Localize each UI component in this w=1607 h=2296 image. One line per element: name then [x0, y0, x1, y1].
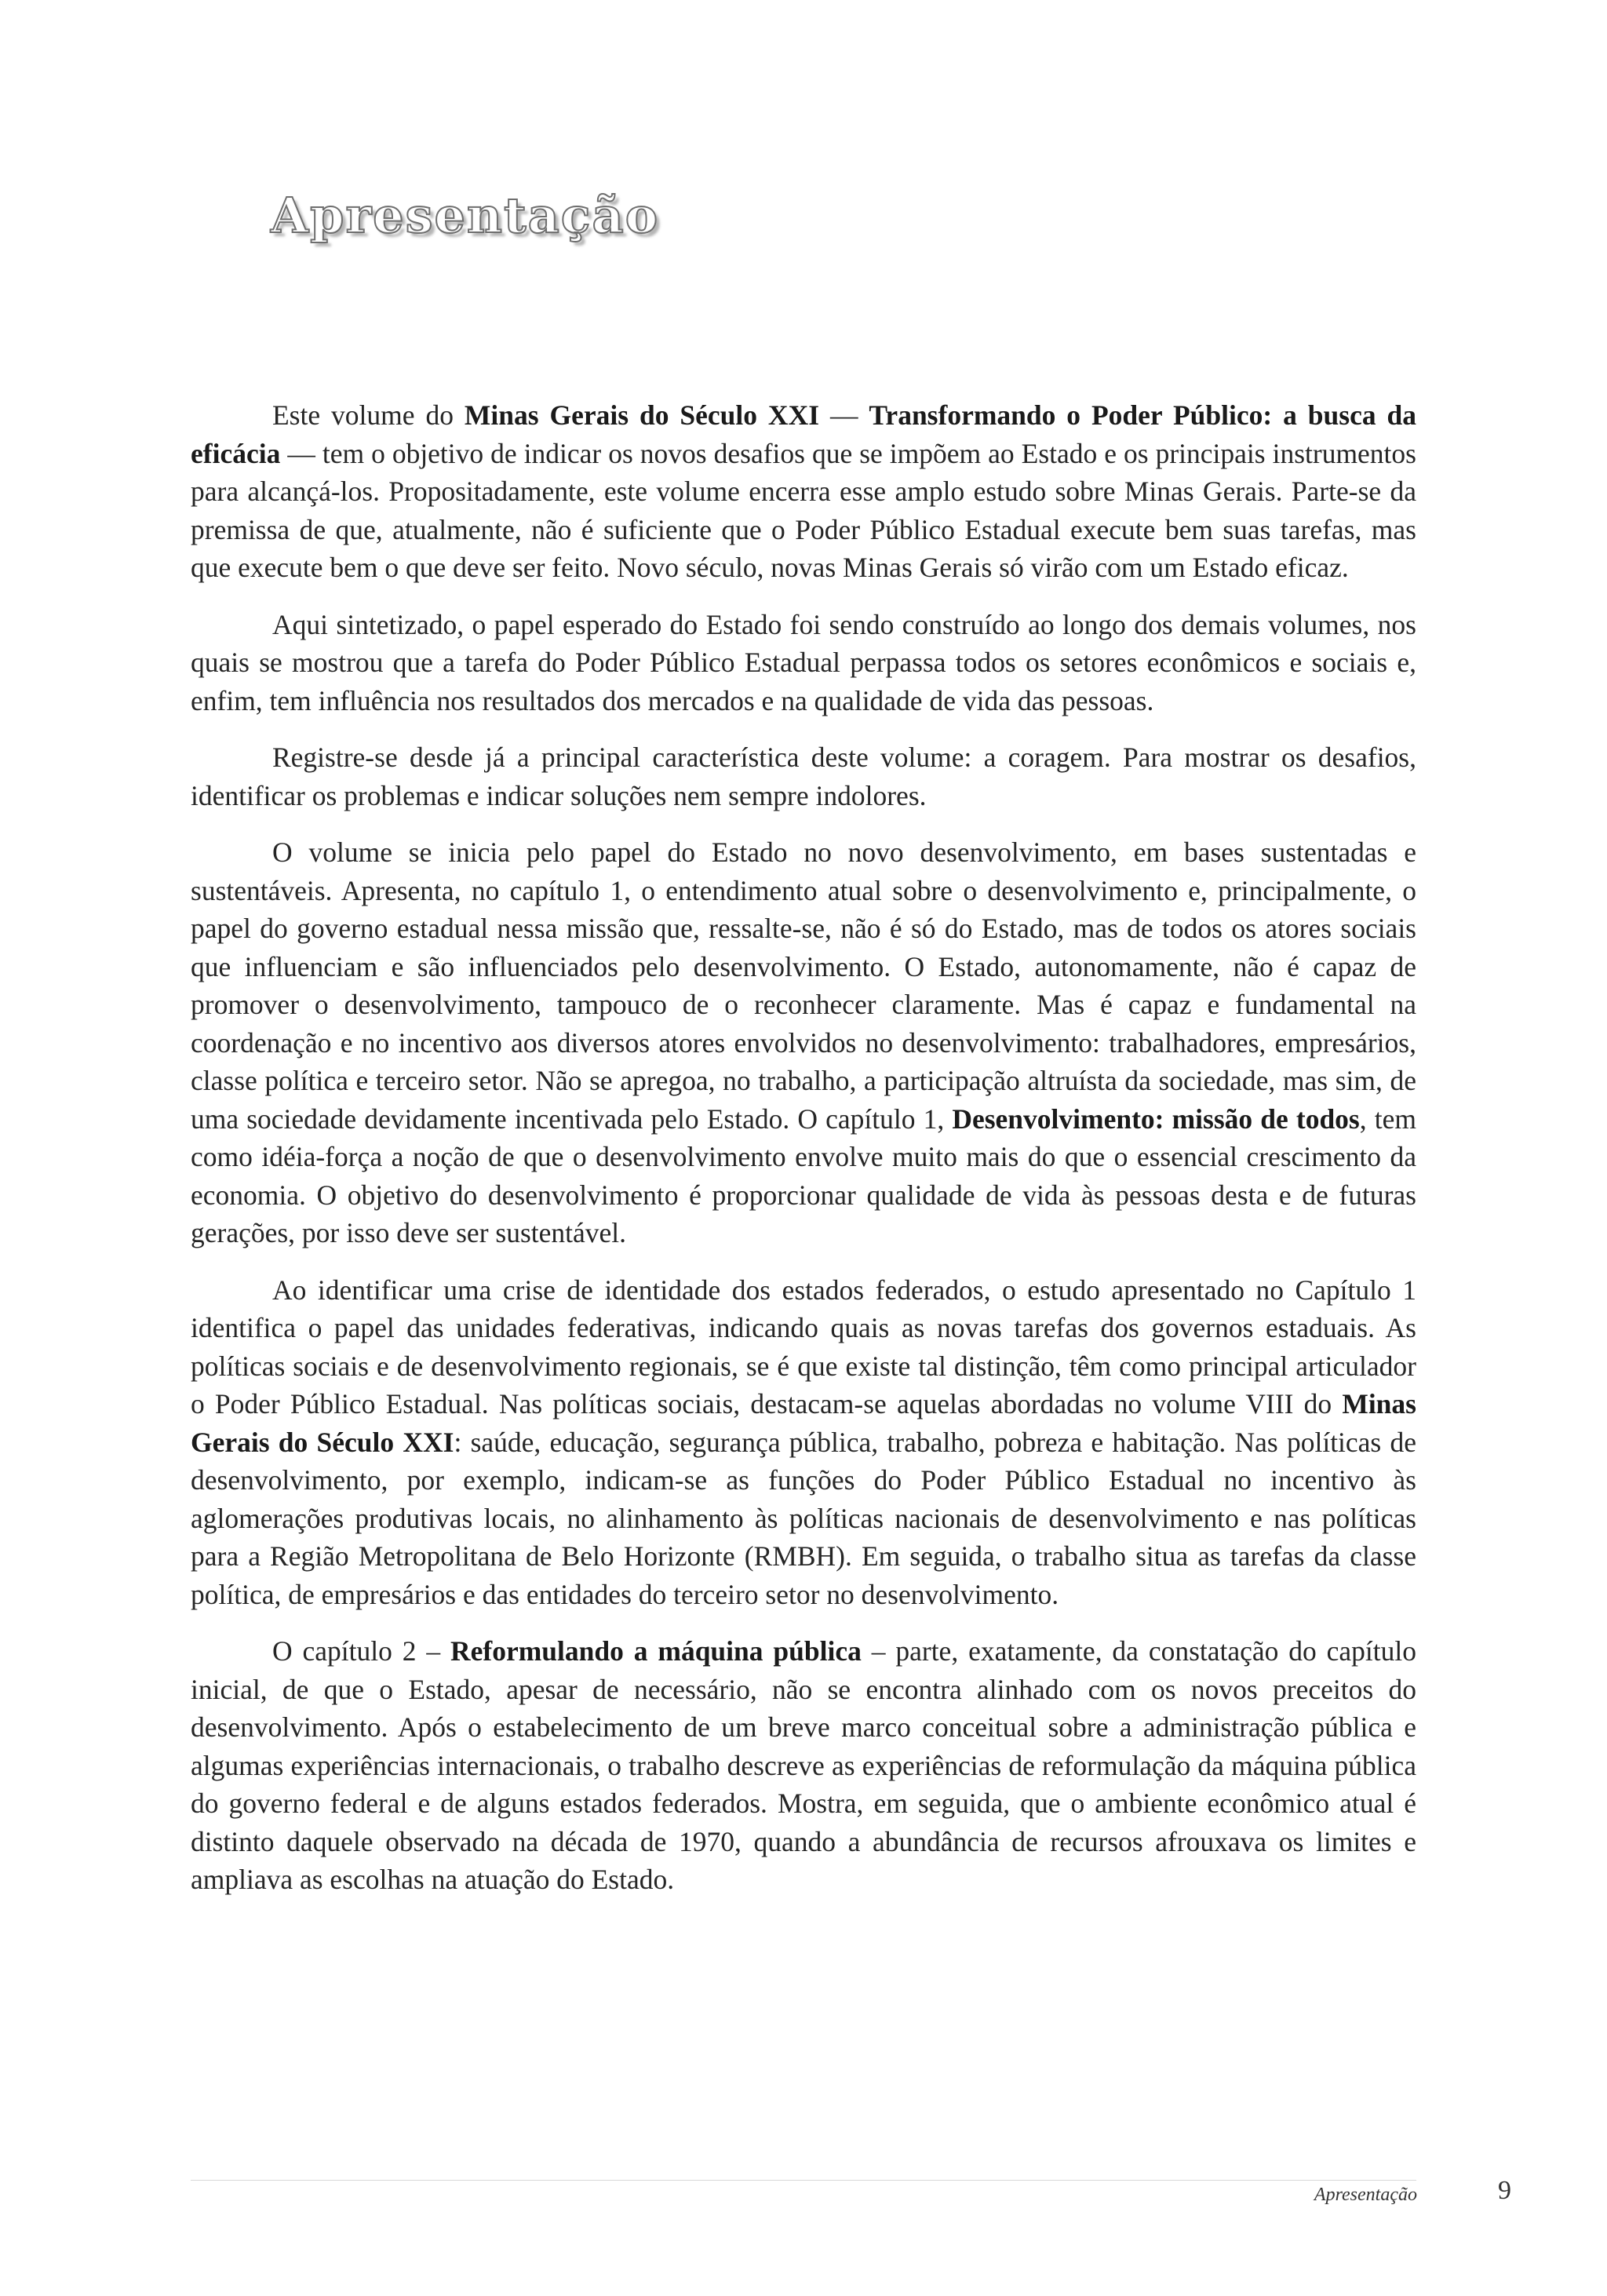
paragraph-6 — [191, 1632, 1416, 1899]
footer-section-label: Apresentação — [1314, 2185, 1417, 2205]
text-run: Registre-se desde já a principal característica deste volume: a coragem. Para mostrar os desafios, identificar os problemas e indicar soluções nem sempre indolores. — [191, 742, 1416, 811]
text-run: Aqui sintetizado, o papel esperado do Estado foi sendo construído ao longo dos demais volumes, nos quais se mostrou que a tarefa do Poder Público Estadual perpassa todos os setores econômicos e sociais e, enfim, tem influência nos resultados dos mercados e na qualidade de vida das pessoas. — [191, 608, 1416, 716]
page-number: 9 — [1498, 2176, 1511, 2205]
paragraph-2 — [191, 606, 1416, 720]
text-run: — — [819, 399, 869, 431]
text-run: O capítulo 2 – — [272, 1635, 450, 1667]
text-run: : saúde, educação, segurança pública, trabalho, pobreza e habitação. Nas políticas de desenvolvimento, por exemplo, indicam-se as funções do Poder Público Estadual no incentivo às aglomerações produtivas locais, no alinhamento às políticas nacionais de desenvolvimento e nas políticas para a Região Metropolitana de Belo Horizonte (RMBH). Em seguida, o trabalho situa as tarefas da classe política, de empresários e das entidades do terceiro setor no desenvolvimento. — [191, 1426, 1416, 1610]
body-text — [191, 396, 1416, 1918]
paragraph-5 — [191, 1271, 1416, 1614]
paragraph-1 — [191, 396, 1416, 587]
text-run: , tem como idéia-força a noção de que o desenvolvimento envolve muito mais do que o essencial crescimento da economia. O objetivo do desenvolvimento é proporcionar qualidade de vida às pessoas desta e de futuras gerações, por isso deve ser sustentável. — [191, 1102, 1416, 1248]
text-run: Este volume do — [272, 399, 465, 431]
footer-divider — [191, 2180, 1416, 2181]
text-run: Ao identificar uma crise de identidade dos estados federados, o estudo apresentado no Capítulo 1 identifica o papel das unidades federativas, indicando quais as novas tarefas dos governos estaduais. As políticas sociais e de desenvolvimento regionais, se é que existe tal distinção, têm como principal articulador o Poder Público Estadual. Nas políticas sociais, destacam-se aquelas abordadas no volume VIII do — [191, 1274, 1416, 1420]
text-run: — tem o objetivo de indicar os novos desafios que se impõem ao Estado e os principais instrumentos para alcançá-los. Propositadamente, este volume encerra esse amplo estudo sobre Minas Gerais. Parte-se da premissa de que, atualmente, não é suficiente que o Poder Público Estadual execute bem suas tarefas, mas que execute bem o que deve ser feito. Novo século, novas Minas Gerais só virão com um Estado eficaz. — [191, 437, 1416, 583]
bold-text-run: Reformulando a máquina pública — [450, 1635, 862, 1667]
bold-text-run: Minas Gerais do Século XXI — [191, 1388, 1416, 1458]
bold-text-run: Minas Gerais do Século XXI — [464, 399, 820, 431]
paragraph-3 — [191, 738, 1416, 815]
text-run: – parte, exatamente, da constatação do capítulo inicial, de que o Estado, apesar de necessário, não se encontra alinhado com os novos preceitos do desenvolvimento. Após o estabelecimento de um breve marco conceitual sobre a administração pública e algumas experiências internacionais, o trabalho descreve as experiências de reformulação da máquina pública do governo federal e de alguns estados federados. Mostra, em seguida, que o ambiente econômico atual é distinto daquele observado na década de 1970, quando a abundância de recursos afrouxava os limites e ampliava as escolhas na atuação do Estado. — [191, 1635, 1416, 1895]
paragraph-4 — [191, 833, 1416, 1252]
page-title: Apresentação — [271, 187, 660, 244]
text-run: O volume se inicia pelo papel do Estado no novo desenvolvimento, em bases sustentadas e sustentáveis. Apresenta, no capítulo 1, o entendimento atual sobre o desenvolvimento e, principalmente, o papel do governo estadual nessa missão que, ressalte-se, não é só do Estado, mas de todos os atores sociais que influenciam e são influenciados pelo desenvolvimento. O Estado, autonomamente, não é capaz de promover o desenvolvimento, tampouco de o reconhecer claramente. Mas é capaz e fundamental na coordenação e no incentivo aos diversos atores envolvidos no desenvolvimento: trabalhadores, empresários, classe política e terceiro setor. Não se apregoa, no trabalho, a participação altruísta da sociedade, mas sim, de uma sociedade devidamente incentivada pelo Estado. O capítulo 1, — [191, 836, 1416, 1135]
bold-text-run: Desenvolvimento: missão de todos — [952, 1102, 1360, 1135]
bold-text-run: Transformando o Poder Público: a busca da eficácia — [191, 399, 1417, 469]
